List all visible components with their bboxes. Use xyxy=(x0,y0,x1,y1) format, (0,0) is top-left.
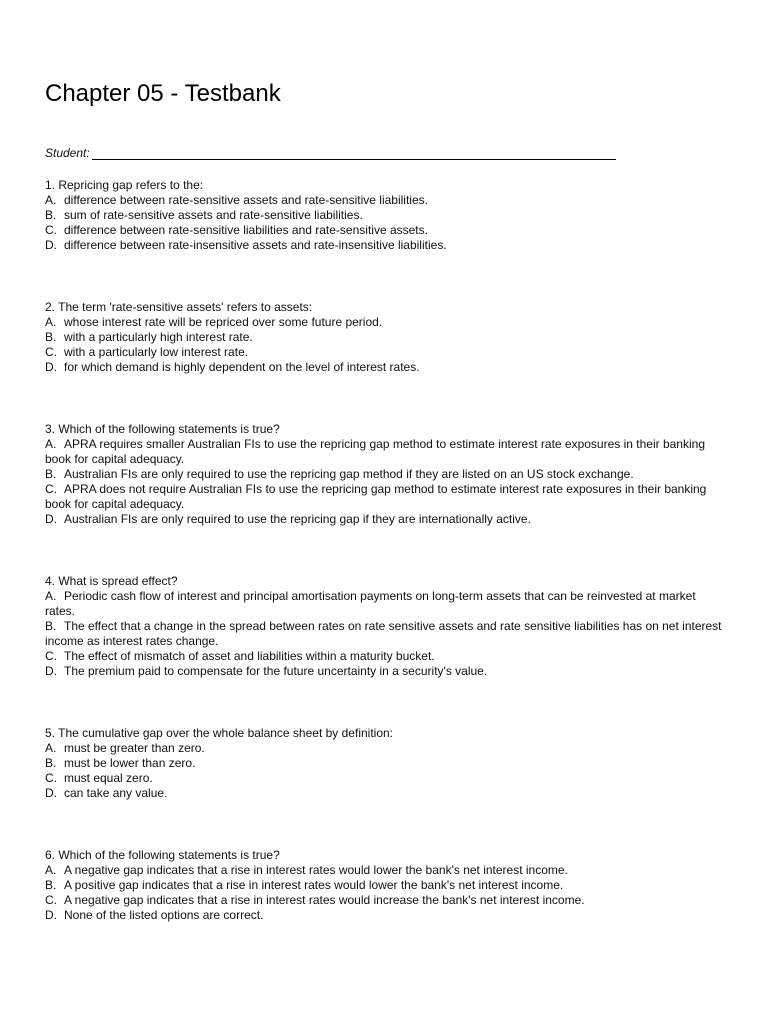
option-text: A negative gap indicates that a rise in interest rates would increase the bank's net interest income. xyxy=(64,893,585,907)
option-text: can take any value. xyxy=(64,786,168,800)
option-letter: A. xyxy=(45,863,57,877)
question-5 xyxy=(45,726,725,801)
option-c xyxy=(45,223,725,238)
option-letter: B. xyxy=(45,330,57,344)
option-c xyxy=(45,482,725,512)
question-stem: 3. Which of the following statements is true? xyxy=(45,422,280,436)
option-text: APRA does not require Australian FIs to use the repricing gap method to estimate interest rate exposures in their banking book for capital adequacy. xyxy=(45,482,707,511)
option-letter: C. xyxy=(45,893,57,907)
question-stem: 6. Which of the following statements is true? xyxy=(45,848,280,862)
option-text: difference between rate-sensitive assets and rate-sensitive liabilities. xyxy=(64,193,428,207)
option-c xyxy=(45,893,725,908)
option-text: The effect that a change in the spread between rates on rate sensitive assets and rate sensitive liabilities has on net interest income as interest rates change. xyxy=(45,619,722,648)
option-d xyxy=(45,908,725,923)
option-text: The premium paid to compensate for the future uncertainty in a security's value. xyxy=(64,664,488,678)
option-text: A negative gap indicates that a rise in interest rates would lower the bank's net interest income. xyxy=(64,863,568,877)
option-a xyxy=(45,741,725,756)
student-name-blank xyxy=(92,147,616,160)
question-stem: 2. The term 'rate-sensitive assets' refers to assets: xyxy=(45,300,313,314)
option-a xyxy=(45,863,725,878)
option-d xyxy=(45,360,725,375)
option-text: for which demand is highly dependent on the level of interest rates. xyxy=(64,360,420,374)
option-letter: B. xyxy=(45,619,57,633)
option-d xyxy=(45,664,725,679)
question-stem: 4. What is spread effect? xyxy=(45,574,178,588)
option-text: difference between rate-sensitive liabilities and rate-sensitive assets. xyxy=(64,223,428,237)
question-3 xyxy=(45,422,725,527)
option-text: None of the listed options are correct. xyxy=(64,908,264,922)
option-letter: A. xyxy=(45,437,57,451)
option-text: A positive gap indicates that a rise in interest rates would lower the bank's net interest income. xyxy=(64,878,564,892)
option-letter: D. xyxy=(45,238,57,252)
option-letter: C. xyxy=(45,345,57,359)
option-c xyxy=(45,345,725,360)
question-2 xyxy=(45,300,725,375)
option-text: must be greater than zero. xyxy=(64,741,205,755)
option-letter: A. xyxy=(45,741,57,755)
question-stem: 1. Repricing gap refers to the: xyxy=(45,178,204,192)
option-text: sum of rate-sensitive assets and rate-sensitive liabilities. xyxy=(64,208,363,222)
option-c xyxy=(45,649,725,664)
option-a xyxy=(45,589,725,619)
question-stem: 5. The cumulative gap over the whole balance sheet by definition: xyxy=(45,726,393,740)
option-letter: D. xyxy=(45,786,57,800)
option-letter: A. xyxy=(45,315,57,329)
student-line xyxy=(45,146,616,160)
option-text: difference between rate-insensitive assets and rate-insensitive liabilities. xyxy=(64,238,447,252)
option-letter: B. xyxy=(45,467,57,481)
option-letter: D. xyxy=(45,360,57,374)
option-b xyxy=(45,330,725,345)
option-letter: B. xyxy=(45,756,57,770)
option-a xyxy=(45,193,725,208)
option-letter: C. xyxy=(45,223,57,237)
option-letter: D. xyxy=(45,908,57,922)
page-title: Chapter 05 - Testbank xyxy=(45,80,281,107)
option-text: The effect of mismatch of asset and liabilities within a maturity bucket. xyxy=(64,649,435,663)
option-letter: C. xyxy=(45,649,57,663)
option-text: with a particularly low interest rate. xyxy=(64,345,249,359)
option-text: with a particularly high interest rate. xyxy=(64,330,253,344)
option-a xyxy=(45,315,725,330)
option-b xyxy=(45,467,725,482)
option-letter: A. xyxy=(45,193,57,207)
option-b xyxy=(45,619,725,649)
option-b xyxy=(45,208,725,223)
option-text: Australian FIs are only required to use the repricing gap method if they are listed on an US stock exchange. xyxy=(64,467,634,481)
option-b xyxy=(45,756,725,771)
option-letter: B. xyxy=(45,208,57,222)
option-text: whose interest rate will be repriced over some future period. xyxy=(64,315,383,329)
question-6 xyxy=(45,848,725,923)
option-text: APRA requires smaller Australian FIs to use the repricing gap method to estimate interest rate exposures in their banking book for capital adequacy. xyxy=(45,437,705,466)
option-text: Periodic cash flow of interest and principal amortisation payments on long-term assets that can be reinvested at market rates. xyxy=(45,589,696,618)
question-4 xyxy=(45,574,725,679)
option-b xyxy=(45,878,725,893)
option-text: must equal zero. xyxy=(64,771,153,785)
option-c xyxy=(45,771,725,786)
option-d xyxy=(45,238,725,253)
student-label: Student: xyxy=(45,146,90,160)
option-letter: D. xyxy=(45,664,57,678)
option-letter: D. xyxy=(45,512,57,526)
option-letter: C. xyxy=(45,482,57,496)
option-d xyxy=(45,512,725,527)
option-letter: B. xyxy=(45,878,57,892)
option-d xyxy=(45,786,725,801)
option-text: must be lower than zero. xyxy=(64,756,196,770)
option-letter: C. xyxy=(45,771,57,785)
option-a xyxy=(45,437,725,467)
option-letter: A. xyxy=(45,589,57,603)
option-text: Australian FIs are only required to use the repricing gap if they are internationally active. xyxy=(64,512,531,526)
question-1 xyxy=(45,178,725,253)
